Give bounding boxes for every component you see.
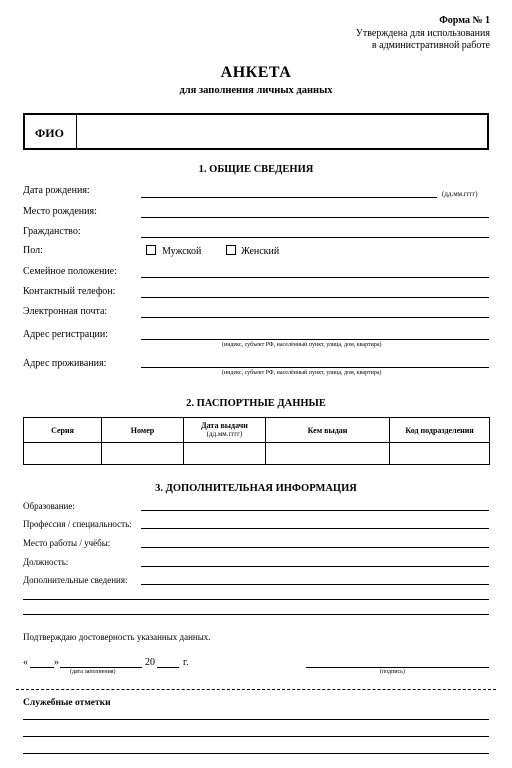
col-number: Номер [102,418,184,443]
reg-address-field[interactable] [141,339,489,340]
year-suffix: г. [183,657,189,668]
workplace-label: Место работы / учёбы: [23,538,111,548]
position-field[interactable] [141,566,489,567]
fio-divider [76,115,77,148]
reg-address-hint: (индекс, субъект РФ, населённый пункт, улица, дом, квартира) [222,342,382,348]
male-label: Мужской [162,246,202,257]
position-label: Должность: [23,557,69,567]
reg-address-label: Адрес регистрации: [23,329,109,340]
approval-line-1: Утверждена для использования [355,28,490,39]
issued-by-cell[interactable] [266,443,390,465]
approval-line-2: в административной работе [371,40,490,51]
passport-data-row [24,443,490,465]
profession-label: Профессия / специальность: [23,519,132,529]
section-2-title: 2. ПАСПОРТНЫЕ ДАННЫЕ [186,398,326,409]
education-label: Образование: [23,501,75,511]
col-division-code: Код подразделения [390,418,490,443]
female-label: Женский [241,246,280,257]
citizenship-field[interactable] [141,237,489,238]
additional-label: Дополнительные сведения: [23,575,128,585]
additional-line-2[interactable] [23,599,489,600]
phone-field[interactable] [141,297,489,298]
phone-label: Контактный телефон: [23,286,116,297]
live-address-field[interactable] [141,367,489,368]
service-line-2[interactable] [23,736,489,737]
year-field[interactable] [157,667,179,668]
female-checkbox[interactable] [226,245,236,255]
email-label: Электронная почта: [23,306,108,317]
citizenship-label: Гражданство: [23,226,81,237]
passport-header-row [24,418,490,443]
fio-box[interactable] [23,113,489,150]
marital-label: Семейное положение: [23,266,117,277]
birth-place-label: Место рождения: [23,206,97,217]
male-checkbox[interactable] [146,245,156,255]
issue-date-cell[interactable] [184,443,266,465]
service-marks-label: Служебные отметки [23,698,111,708]
signature-caption: (подпись) [380,669,405,675]
day-field[interactable] [30,667,54,668]
email-field[interactable] [141,317,489,318]
series-cell[interactable] [24,443,102,465]
additional-line-3[interactable] [23,614,489,615]
col-series: Серия [24,418,102,443]
birth-date-label: Дата рождения: [23,185,90,196]
live-address-hint: (индекс, субъект РФ, населённый пункт, улица, дом, квартира) [222,370,382,376]
section-1-title: 1. ОБЩИЕ СВЕДЕНИЯ [198,164,314,175]
form-number: Форма № 1 [439,15,490,26]
col-issued-by: Кем выдан [266,418,390,443]
cut-line [16,689,496,690]
quote-close: » [54,657,59,668]
birth-place-field[interactable] [141,217,489,218]
col-issue-date-format: (дд.мм.гггг) [206,430,243,438]
profession-field[interactable] [141,528,489,529]
col-issue-date-label: Дата выдачи [201,421,248,430]
education-field[interactable] [141,510,489,511]
number-cell[interactable] [102,443,184,465]
additional-field[interactable] [141,584,489,585]
date-caption: (дата заполнения) [70,669,116,675]
section-3-title: 3. ДОПОЛНИТЕЛЬНАЯ ИНФОРМАЦИЯ [155,483,357,494]
workplace-field[interactable] [141,547,489,548]
service-line-3[interactable] [23,753,489,754]
signature-field[interactable] [306,667,489,668]
fio-label: ФИО [35,126,64,140]
passport-table [23,417,490,465]
birth-date-field[interactable] [141,197,437,198]
month-field[interactable] [60,667,142,668]
year-prefix: 20 [145,657,155,668]
form-subtitle: для заполнения личных данных [179,85,333,96]
gender-label: Пол: [23,245,43,256]
col-issue-date [184,418,266,443]
quote-open: « [23,657,28,668]
date-format-hint: (дд.мм.гггг) [442,190,478,198]
division-code-cell[interactable] [390,443,490,465]
service-line-1[interactable] [23,719,489,720]
live-address-label: Адрес проживания: [23,358,107,369]
form-title: АНКЕТА [220,64,292,81]
confirm-text: Подтверждаю достоверность указанных данных. [23,632,211,642]
marital-field[interactable] [141,277,489,278]
